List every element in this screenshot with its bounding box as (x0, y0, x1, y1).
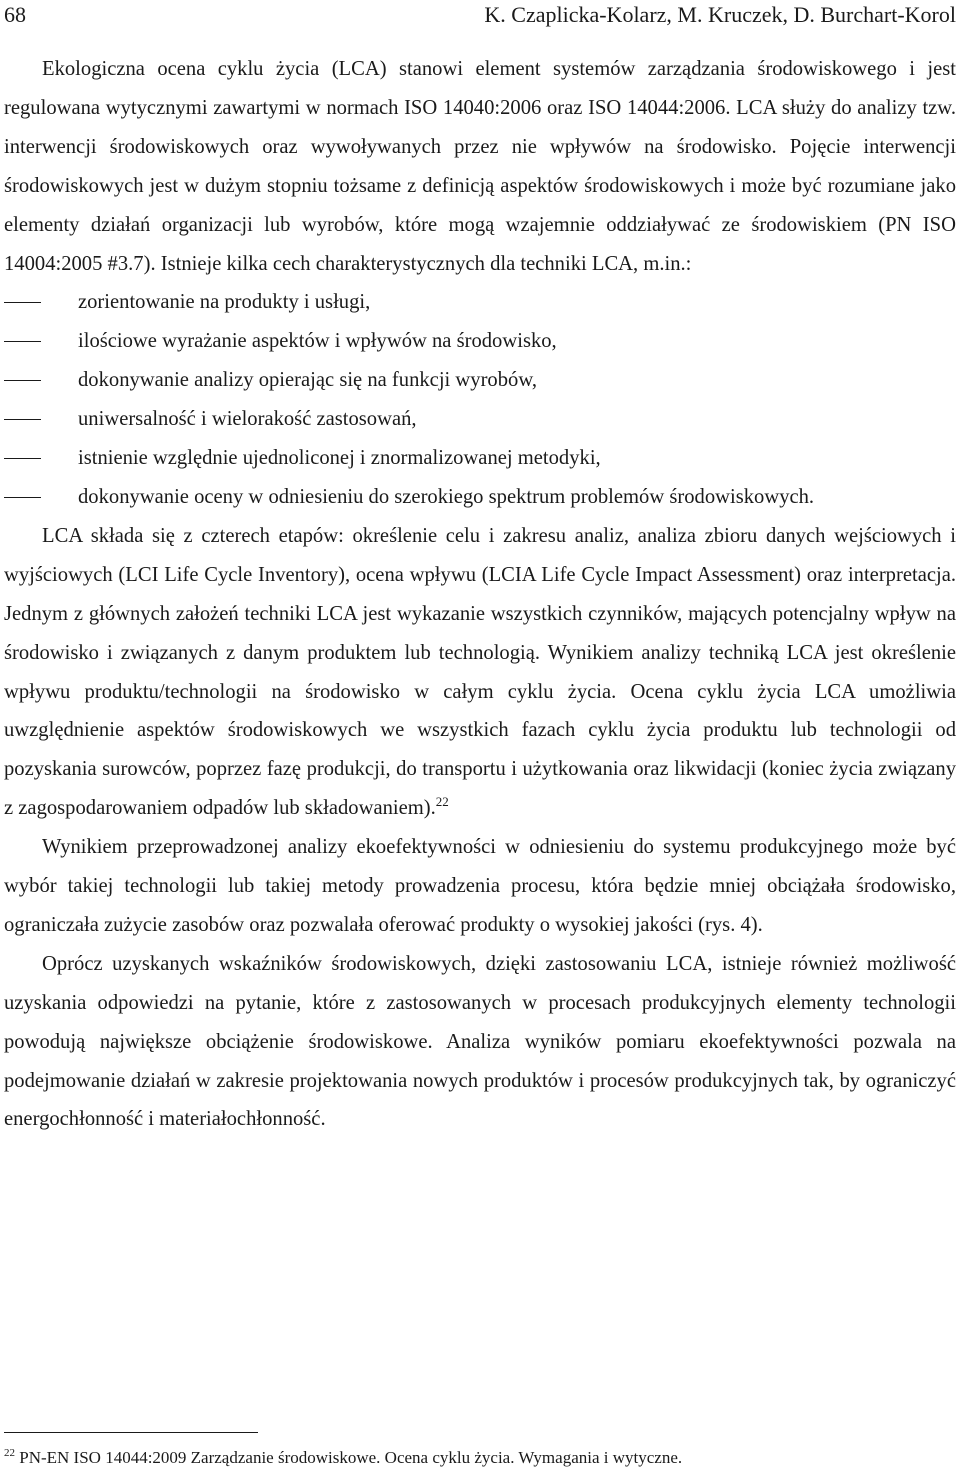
list-item: dokonywanie analizy opierając się na funkcji wyrobów, (4, 361, 956, 400)
running-header (4, 0, 956, 34)
list-item: dokonywanie oceny w odniesieniu do szerokiego spektrum problemów środowiskowych. (4, 478, 956, 517)
paragraph-environmental-indicators: Oprócz uzyskanych wskaźników środowiskowych, dzięki zastosowaniu LCA, istnieje również możliwość uzyskania odpowiedzi na pytanie, które z zastosowanych w procesach produkcyjnych elementy technologii powodują największe obciążenie środowiskowe. Analiza wyników pomiaru ekoefektywności pozwala na podejmowanie działań w zakresie projektowania nowych produktów i procesów produkcyjnych tak, by ograniczyć energochłonność i materiałochłonność. (4, 952, 956, 1131)
paragraph-lca-stages (4, 517, 956, 828)
footnote-text: PN-EN ISO 14044:2009 Zarządzanie środowiskowe. Ocena cyklu życia. Wymagania i wytyczne. (19, 1448, 683, 1467)
paragraph-ecoefficiency-result: Wynikiem przeprowadzonej analizy ekoefektywności w odniesieniu do systemu produkcyjnego może być wybór takiej technologii lub takiej metody prowadzenia procesu, która będzie mniej obciążała środowisko, ograniczała zużycie zasobów oraz pozwalała oferować produkty o wysokiej jakości (rys. 4). (4, 836, 956, 936)
footnote (4, 1446, 682, 1470)
paragraph-lca-stages-text: LCA składa się z czterech etapów: określenie celu i zakresu analiz, analiza zbioru danych wejściowych i wyjściowych (LCI Life Cycle Inventory), ocena wpływu (LCIA Life Cycle Impact Assessment) oraz interpretacja. Jednym z głównych założeń techniki LCA jest wykazanie wszystkich czynników, mających potencjalny wpływ na środowisko i związanych z danym produktem lub technologią. Wynikiem analizy techniką LCA jest określenie wpływu produktu/technologii na środowisko w całym cyklu życia. Ocena cyklu życia LCA umożliwia uwzględnienie aspektów środowiskowych we wszystkich fazach cyklu życia produktu lub technologii od pozyskania surowców, poprzez fazę produkcji, do transportu i użytkowania oraz likwidacji (koniec życia związany z zagospodarowaniem odpadów lub składowaniem). (4, 524, 956, 820)
footnote-divider (4, 1432, 258, 1433)
footnote-reference[interactable]: 22 (435, 794, 449, 810)
page-number: 68 (4, 2, 26, 27)
body-text (4, 50, 956, 1139)
lca-characteristics-list (4, 283, 956, 516)
list-item: ilościowe wyrażanie aspektów i wpływów na środowisko, (4, 322, 956, 361)
list-item: zorientowanie na produkty i usługi, (4, 283, 956, 322)
list-item: istnienie względnie ujednoliconej i znormalizowanej metodyki, (4, 439, 956, 478)
footnote-number: 22 (4, 1447, 15, 1459)
header-authors: K. Czaplicka-Kolarz, M. Kruczek, D. Burchart-Korol (484, 2, 956, 27)
paragraph-lca-definition: Ekologiczna ocena cyklu życia (LCA) stanowi element systemów zarządzania środowiskowego i jest regulowana wytycznymi zawartymi w normach ISO 14040:2006 oraz ISO 14044:2006. LCA służy do analizy tzw. interwencji środowiskowych oraz wywoływanych przez nie wpływów na środowisko. Pojęcie interwencji środowiskowych jest w dużym stopniu tożsame z definicją aspektów środowiskowych i może być rozumiane jako elementy działań organizacji lub wyrobów, które mogą wzajemnie oddziaływać ze środowiskiem (PN ISO 14004:2005 #3.7). Istnieje kilka cech charakterystycznych dla techniki LCA, m.in.: (4, 58, 956, 275)
list-item: uniwersalność i wielorakość zastosowań, (4, 400, 956, 439)
